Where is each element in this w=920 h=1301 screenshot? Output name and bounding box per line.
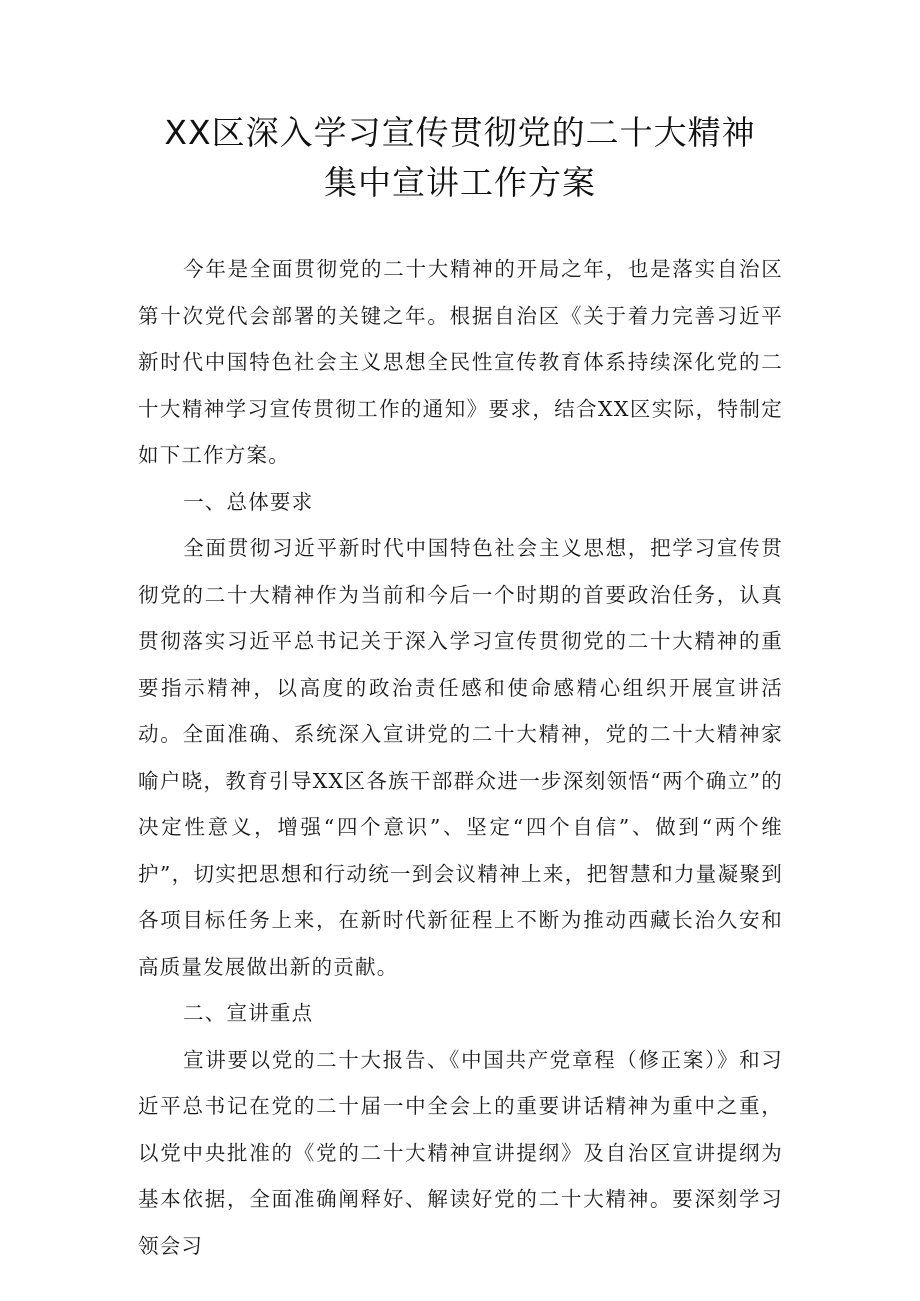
title-line-1: XX区深入学习宣传贯彻党的二十大精神 [164,113,756,152]
key-points-paragraph: 宣讲要以党的二十大报告、《中国共产党章程（修正案）》和习近平总书记在党的二十届一中全会上的重要讲话精神为重中之重，以党中央批准的《党的二十大精神宣讲提纲》及自治区宣讲提纲为基本依据，全面准确阐释好、解读好党的二十大精神。要深刻学习领会习 [138,1047,783,1258]
intro-paragraph: 今年是全面贯彻党的二十大精神的开局之年，也是落实自治区第十次党代会部署的关键之年。根据自治区《关于着力完善习近平新时代中国特色社会主义思想全民性宣传教育体系持续深化党的二十大精神学习宣传贯彻工作的通知》要求，结合XX区实际，特制定如下工作方案。 [138,257,783,467]
document-body [138,246,783,1269]
general-requirements-paragraph: 全面贯彻习近平新时代中国特色社会主义思想，把学习宣传贯彻党的二十大精神作为当前和今后一个时期的首要政治任务，认真贯彻落实习近平总书记关于深入学习宣传贯彻党的二十大精神的重要指示精神，以高度的政治责任感和使命感精心组织开展宣讲活动。全面准确、系统深入宣讲党的二十大精神，党的二十大精神家喻户晓，教育引导XX区各族干部群众进一步深刻领悟“两个确立”的决定性意义，增强“四个意识”、坚定“四个自信”、做到“两个维护”，切实把思想和行动统一到会议精神上来，把智慧和力量凝聚到各项目标任务上来，在新时代新征程上不断为推动西藏长治久安和高质量发展做出新的贡献。 [138,536,783,979]
section-heading-key-points: 二、宣讲重点 [183,1001,314,1025]
document-title [0,108,920,208]
section-heading-general-requirements: 一、总体要求 [183,489,314,514]
title-line-2: 集中宣讲工作方案 [324,163,596,202]
